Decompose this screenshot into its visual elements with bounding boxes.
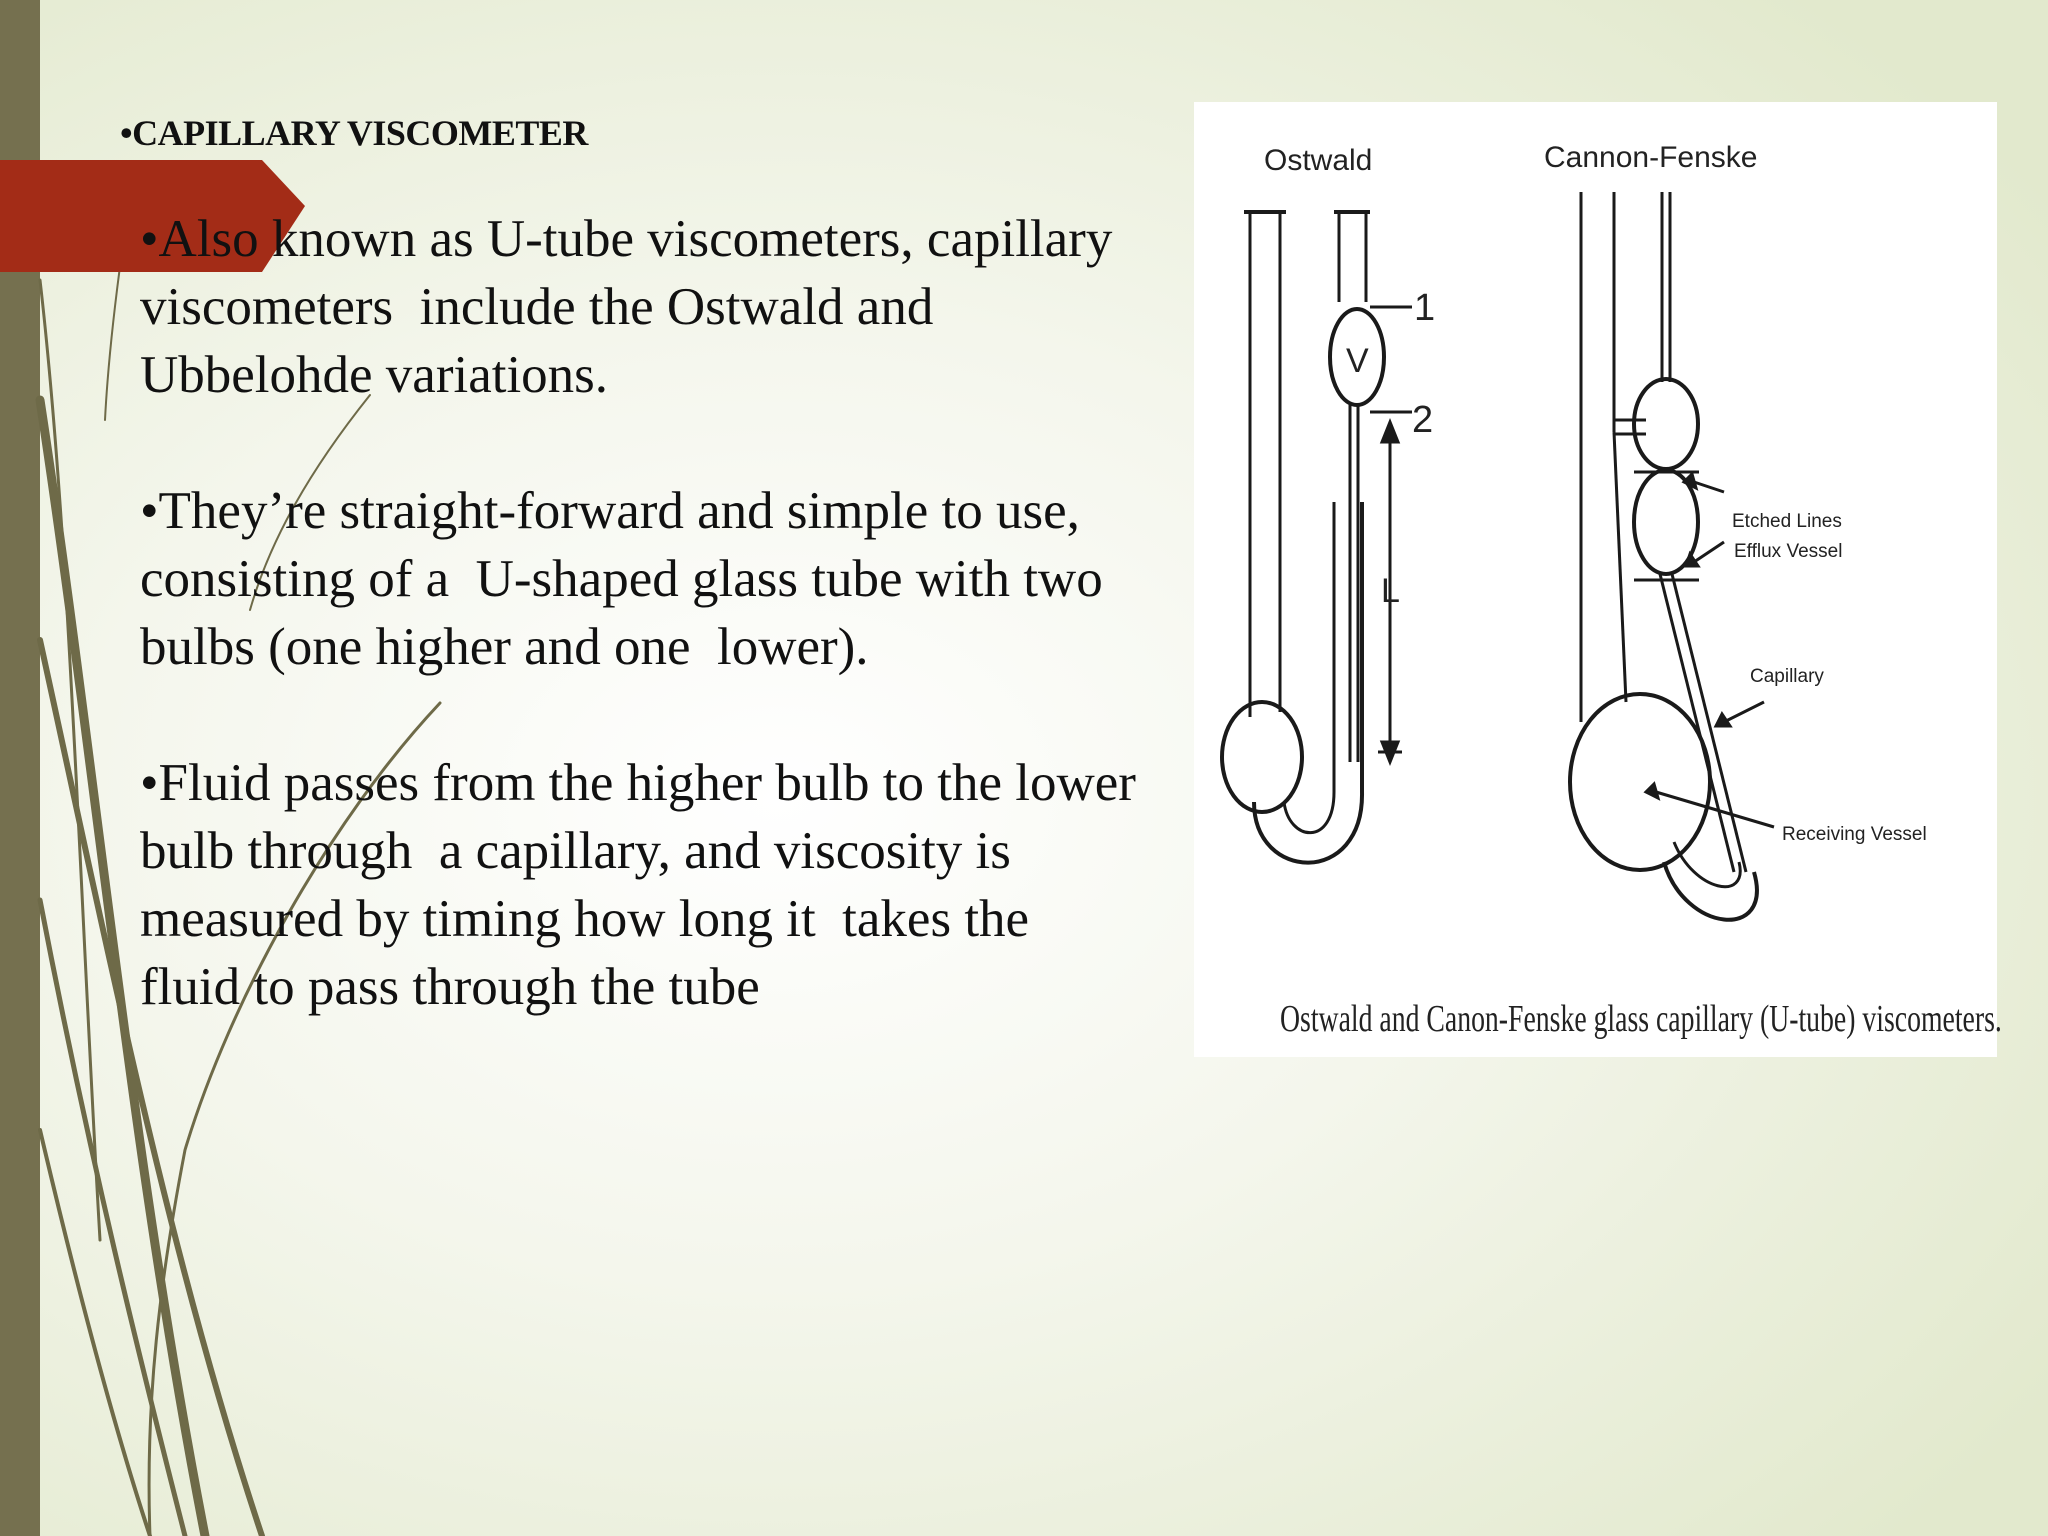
strand-4	[40, 1130, 150, 1536]
strand-5	[40, 280, 100, 1240]
bullet-3: •Fluid passes from the higher bulb to the lower bulb through a capillary, and viscosity is measured by timing how long it takes the fluid to pass through the tube	[140, 754, 1136, 1016]
body-text	[140, 205, 1200, 1089]
bullet-2: •They’re straight-forward and simple to use, consisting of a U-shaped glass tube with two bulbs (one higher and one lower).	[140, 482, 1103, 676]
figure-caption: Ostwald and Canon-Fenske glass capillary (U-tube) viscometers.	[1280, 998, 2002, 1040]
label-capillary: Capillary	[1750, 666, 1824, 687]
label-mark-2: 2	[1412, 399, 1434, 441]
label-mark-l: L	[1381, 572, 1400, 610]
viscometer-figure	[1194, 102, 2002, 1057]
label-efflux-vessel: Efflux Vessel	[1734, 541, 1843, 562]
label-ostwald: Ostwald	[1264, 144, 1373, 177]
bullet-1: •Also known as U-tube viscometers, capillary viscometers include the Ostwald and Ubbelohde variations.	[140, 210, 1113, 404]
label-etched-lines: Etched Lines	[1732, 511, 1842, 532]
label-mark-1: 1	[1414, 287, 1436, 329]
viscometer-diagram	[1194, 102, 2002, 1057]
slide-title: •CAPILLARY VISCOMETER	[120, 113, 588, 153]
label-cannon-fenske: Cannon-Fenske	[1544, 141, 1758, 174]
label-receiving-vessel: Receiving Vessel	[1782, 824, 1927, 845]
ostwald-viscometer	[1222, 212, 1412, 863]
label-mark-v: V	[1346, 342, 1369, 380]
